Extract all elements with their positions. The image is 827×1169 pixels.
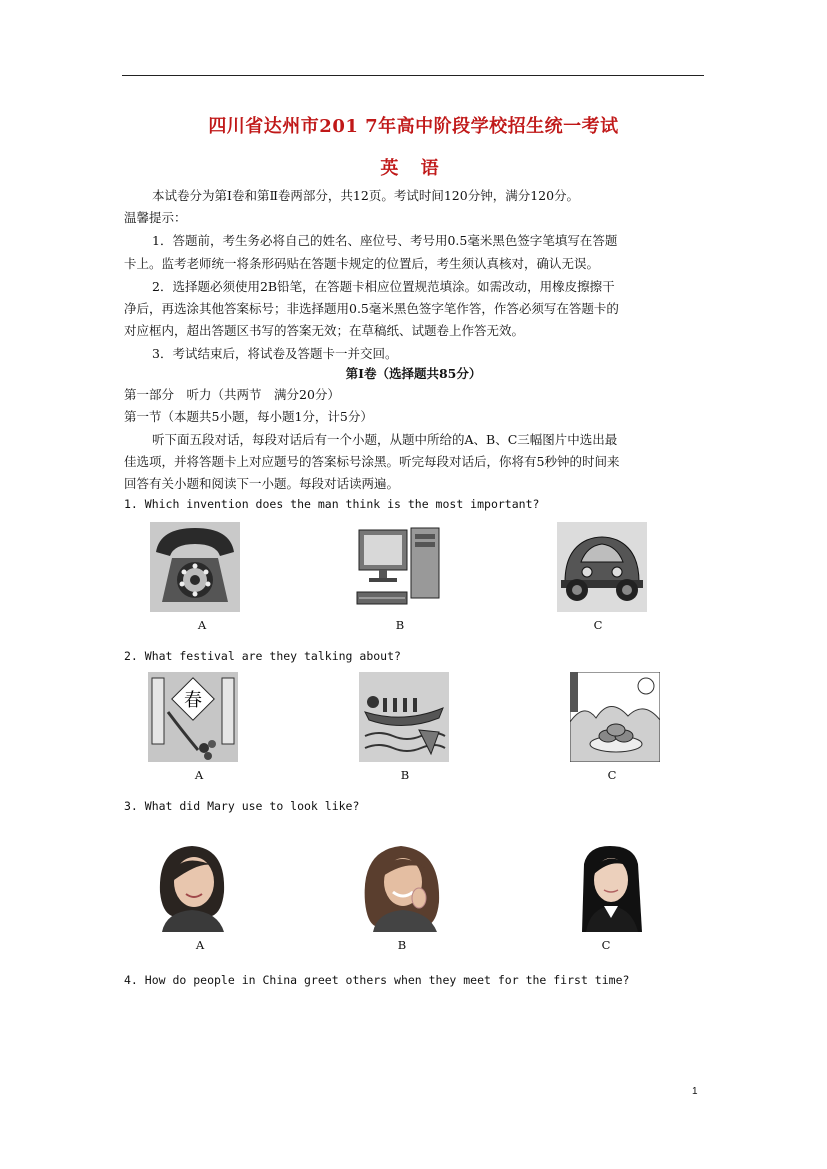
- tips-label: 温馨提示：: [124, 210, 187, 225]
- q3-option-b-label: B: [397, 938, 407, 952]
- tip-2-line-2: 净后，再选涂其他答案标号；非选择题用0.5毫米黑色签字笔作答，作答必须写在答题卡的: [124, 301, 619, 316]
- tip-1-line-1: 1．答题前，考生务必将自己的姓名、座位号、考号用0.5毫米黑色签字笔填写在答题: [152, 233, 618, 248]
- q1-option-b-label: B: [395, 618, 405, 632]
- spring-character: 春: [184, 690, 202, 711]
- q3-option-c-label: C: [601, 938, 611, 952]
- question-4-text: 4. How do people in China greet others when they meet for the first time?: [124, 973, 630, 987]
- computer-image: [355, 522, 445, 612]
- q2-option-a-label: A: [194, 768, 204, 782]
- part-1-heading: 第一部分 听力（共两节 满分20分）: [124, 387, 340, 402]
- tip-3: 3．考试结束后，将试卷及答题卡一并交回。: [152, 346, 398, 361]
- exam-title: 四川省达州市201 7年高中阶段学校招生统一考试: [208, 116, 619, 137]
- intro-text: 本试卷分为第Ⅰ卷和第Ⅱ卷两部分，共12页。考试时间120分钟，满分120分。: [152, 188, 580, 203]
- question-2-text: 2. What festival are they talking about?: [124, 649, 401, 663]
- dragon-boat-image: [359, 672, 449, 762]
- tip-2-line-3: 对应框内，超出答题区书写的答案无效；在草稿纸、试题卷上作答无效。: [124, 323, 525, 338]
- q1-option-c-label: C: [593, 618, 603, 632]
- volume-title: 第Ⅰ卷（选择题共85分）: [345, 366, 482, 381]
- spring-festival-image: [148, 672, 238, 762]
- q3-option-a-label: A: [195, 938, 205, 952]
- woman-portrait-b-image: [357, 842, 447, 932]
- telephone-image: [150, 522, 240, 612]
- question-1-text: 1. Which invention does the man think is the most important?: [124, 497, 540, 511]
- woman-portrait-a-image: [152, 842, 232, 932]
- header-rule: [122, 75, 704, 76]
- q1-option-a-label: A: [197, 618, 207, 632]
- car-image: [557, 522, 647, 612]
- question-3-text: 3. What did Mary use to look like?: [124, 799, 360, 813]
- q2-option-b-label: B: [400, 768, 410, 782]
- exam-subject: 英 语: [380, 158, 447, 179]
- woman-portrait-c-image: [566, 844, 656, 932]
- directions-line-3: 回答有关小题和阅读下一小题。每段对话读两遍。: [124, 476, 400, 491]
- tip-2-line-1: 2．选择题必须使用2B铅笔，在答题卡相应位置规范填涂。如需改动，用橡皮擦擦干: [152, 279, 615, 294]
- mid-autumn-image: [570, 672, 660, 762]
- directions-line-2: 佳选项，并将答题卡上对应题号的答案标号涂黑。听完每段对话后，你将有5秒钟的时间来: [124, 454, 620, 469]
- directions-line-1: 听下面五段对话，每段对话后有一个小题，从题中所给的A、B、C三幅图片中选出最: [152, 432, 618, 447]
- q2-option-c-label: C: [607, 768, 617, 782]
- page-number: 1: [692, 1086, 698, 1097]
- section-1-heading: 第一节（本题共5小题，每小题1分，计5分）: [124, 409, 373, 424]
- tip-1-line-2: 卡上。监考老师统一将条形码贴在答题卡规定的位置后，考生须认真核对，确认无误。: [124, 256, 600, 271]
